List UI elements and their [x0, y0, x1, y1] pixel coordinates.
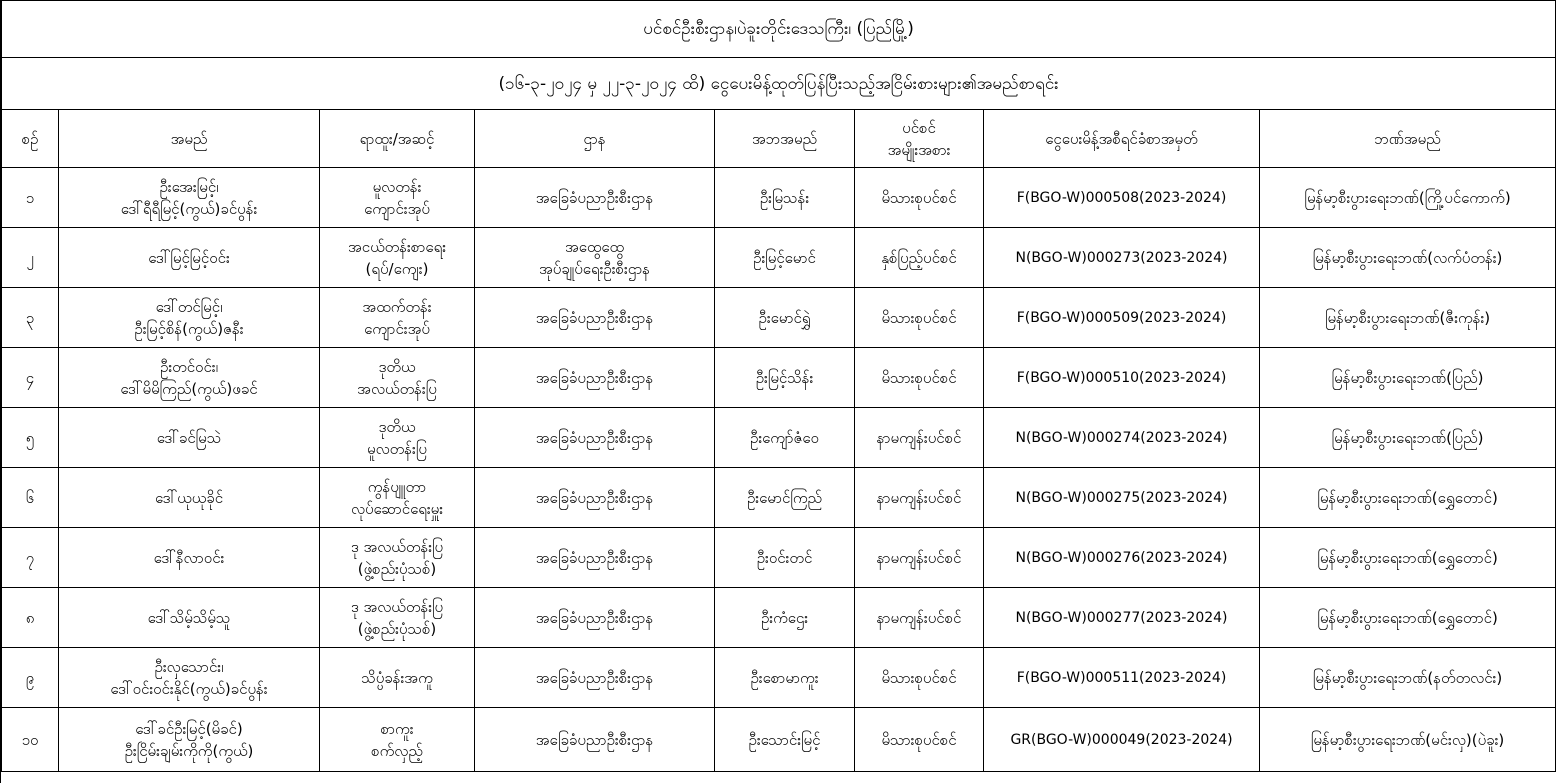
cell-bank-text: မြန်မာ့စီးပွားရေးဘဏ်(ရွှေတောင်): [1317, 608, 1498, 627]
cell-name-text: ဦးမြင့်စိန်(ကွယ်)ဇနီး: [134, 319, 244, 338]
cell-department-text: အခြေခံပညာဦးစီးဌာန: [535, 188, 654, 207]
cell-rank-text: အငယ်တန်းစာရေး: [348, 237, 446, 256]
cell-name-text: ဒေါ်ဝင်းဝင်းနိုင်(ကွယ်)ခင်ပွန်း: [110, 679, 268, 698]
cell-pension-type[interactable]: [855, 648, 984, 708]
cell-order-no[interactable]: [984, 228, 1260, 288]
cell-bank-text: မြန်မာ့စီးပွားရေးဘဏ်(နတ်တလင်း): [1312, 668, 1503, 687]
cell-rank-text: (ဖွဲ့စည်းပုံသစ်): [357, 559, 437, 578]
cell-department[interactable]: [475, 528, 715, 588]
cell-father-name-text: ဦးမောင်ရွှဲ: [758, 308, 811, 327]
cell-rank-text: (ဖွဲ့စည်းပုံသစ်): [357, 619, 437, 638]
header-pension-type-line2: အမျိုးအစား: [887, 140, 951, 159]
cell-rank-text: ကျောင်းအုပ်: [364, 319, 430, 338]
cell-father-name-text: ဦးဝင်းတင်: [756, 548, 813, 567]
table-row: [2, 288, 1556, 348]
cell-no[interactable]: [2, 648, 59, 708]
cell-rank[interactable]: [320, 528, 475, 588]
cell-pension-type[interactable]: [855, 468, 984, 528]
cell-pension-type-text: နာမကျန်းပင်စင်: [876, 488, 962, 507]
cell-department[interactable]: [475, 648, 715, 708]
cell-order-no-text: N(BGO-W)000276(2023-2024): [1015, 549, 1228, 566]
cell-name-text: ဦးငြိမ်းချမ်းကိုကို(ကွယ်): [124, 741, 254, 760]
table-row: [2, 588, 1556, 648]
cell-bank[interactable]: [1260, 648, 1556, 708]
cell-no-text: ၇: [25, 548, 35, 567]
cell-pension-type[interactable]: [855, 288, 984, 348]
cell-bank[interactable]: [1260, 228, 1556, 288]
cell-order-no[interactable]: [984, 648, 1260, 708]
header-order-no[interactable]: ငွေပေးမိန့်အစီရင်ခံစာအမှတ်: [984, 110, 1260, 168]
cell-pension-type-text: နာမကျန်းပင်စင်: [876, 548, 962, 567]
cell-department-text: အခြေခံပညာဦးစီးဌာန: [535, 368, 654, 387]
cell-name-text: ဒေါ်ယုယုခိုင်: [154, 488, 224, 507]
header-pension-type-line1: ပင်စင်: [902, 118, 936, 137]
cell-order-no[interactable]: [984, 288, 1260, 348]
cell-rank-text: ဒုတိယ: [378, 357, 416, 376]
cell-bank[interactable]: [1260, 468, 1556, 528]
cell-bank-text: မြန်မာ့စီးပွားရေးဘဏ်(ဇီးကုန်း): [1324, 308, 1491, 327]
header-row: [2, 110, 1556, 168]
cell-rank[interactable]: [320, 588, 475, 648]
cell-department[interactable]: [475, 168, 715, 228]
cell-name-text: ဒေါ်ခင်ဦးမြင့်(မိခင်): [135, 719, 243, 738]
cell-order-no-text: N(BGO-W)000277(2023-2024): [1015, 609, 1228, 626]
cell-department[interactable]: [475, 288, 715, 348]
cell-father-name[interactable]: [715, 348, 855, 408]
cell-name[interactable]: [59, 468, 320, 528]
cell-order-no[interactable]: [984, 408, 1260, 468]
cell-name-text: ဒေါ်နီလာဝင်း: [153, 548, 225, 567]
cell-name-text: ဒေါ်မိမိကြည်(ကွယ်)ဖခင်: [120, 379, 258, 398]
cell-father-name-text: ဦးသောင်းမြင့်: [748, 730, 821, 749]
cell-rank[interactable]: [320, 648, 475, 708]
cell-pension-type-text: မိသားစုပင်စင်: [881, 188, 957, 207]
cell-no-text: ၂: [26, 248, 34, 267]
cell-no-text: ၆: [25, 488, 35, 507]
cell-pension-type[interactable]: [855, 408, 984, 468]
cell-bank[interactable]: [1260, 528, 1556, 588]
cell-department[interactable]: [475, 588, 715, 648]
cell-name-text: ဦးလှသောင်း၊: [154, 657, 224, 676]
cell-name[interactable]: [59, 168, 320, 228]
cell-bank[interactable]: [1260, 168, 1556, 228]
cell-order-no[interactable]: [984, 348, 1260, 408]
header-no[interactable]: စဉ်: [2, 110, 59, 168]
cell-order-no[interactable]: [984, 588, 1260, 648]
cell-rank-text: ကွန်ပျူတာ: [367, 477, 427, 496]
cell-rank[interactable]: [320, 408, 475, 468]
cell-department-text: အခြေခံပညာဦးစီးဌာန: [535, 488, 654, 507]
cell-department-text: အခြေခံပညာဦးစီးဌာန: [535, 730, 654, 749]
cell-bank-text: မြန်မာ့စီးပွားရေးဘဏ်(ကြို့ပင်ကောက်): [1304, 188, 1511, 207]
cell-no[interactable]: [2, 588, 59, 648]
cell-rank-text: (ရပ်/ကျေး): [365, 259, 429, 278]
cell-name[interactable]: [59, 348, 320, 408]
cell-order-no-text: F(BGO-W)000511(2023-2024): [1016, 669, 1227, 686]
cell-name-text: ဒေါ်မြင့်မြင့်ဝင်း: [148, 248, 230, 267]
cell-department-text: အထွေထွေ: [564, 237, 625, 256]
cell-department-text: အခြေခံပညာဦးစီးဌာန: [535, 308, 654, 327]
table-row: [2, 528, 1556, 588]
cell-rank[interactable]: [320, 468, 475, 528]
cell-name-text: ဦးအေးမြင့်၊: [159, 177, 219, 196]
cell-order-no[interactable]: [984, 168, 1260, 228]
cell-department[interactable]: [475, 408, 715, 468]
cell-rank-text: ဒု အလယ်တန်းပြ: [350, 597, 444, 616]
cell-father-name[interactable]: [715, 468, 855, 528]
cell-no[interactable]: [2, 168, 59, 228]
cell-rank-text: အထက်တန်း: [362, 297, 432, 316]
header-pension-type[interactable]: [855, 110, 984, 168]
cell-order-no[interactable]: [984, 528, 1260, 588]
cell-order-no-text: GR(BGO-W)000049(2023-2024): [1010, 731, 1233, 748]
cell-no-text: ၁၀: [21, 730, 39, 749]
cell-name[interactable]: [59, 408, 320, 468]
cell-rank-text: မူလတန်း: [372, 177, 422, 196]
cell-bank-text: မြန်မာ့စီးပွားရေးဘဏ်(မင်းလှ)(ပဲခူး): [1310, 730, 1505, 749]
table-row: [2, 168, 1556, 228]
cell-no[interactable]: [2, 228, 59, 288]
cell-rank[interactable]: [320, 288, 475, 348]
cell-name-text: ဒေါ်ရီရီမြင့်(ကွယ်)ခင်ပွန်း: [120, 199, 258, 218]
cell-order-no-text: F(BGO-W)000509(2023-2024): [1016, 309, 1227, 326]
cell-father-name-text: ဦးကံဌေး: [760, 608, 809, 627]
cell-father-name-text: ဦးမြသန်း: [759, 188, 810, 207]
cell-department[interactable]: [475, 228, 715, 288]
cell-order-no-text: F(BGO-W)000508(2023-2024): [1016, 189, 1227, 206]
cell-pension-type-text: မိသားစုပင်စင်: [881, 368, 957, 387]
cell-rank-text: ဒုတိယ: [378, 417, 416, 436]
table-row: [2, 348, 1556, 408]
cell-bank-text: မြန်မာ့စီးပွားရေးဘဏ်(ရွှေတောင်): [1317, 488, 1498, 507]
cell-father-name[interactable]: [715, 408, 855, 468]
cell-father-name[interactable]: [715, 288, 855, 348]
cell-no[interactable]: [2, 708, 59, 772]
cell-name[interactable]: [59, 528, 320, 588]
cell-pension-type-text: မိသားစုပင်စင်: [881, 308, 957, 327]
cell-department-text: အခြေခံပညာဦးစီးဌာန: [535, 668, 654, 687]
cell-name[interactable]: [59, 708, 320, 772]
cell-no[interactable]: [2, 288, 59, 348]
cell-pension-type[interactable]: [855, 708, 984, 772]
cell-rank-text: စက်လှည့်: [371, 741, 423, 760]
table-row: [2, 228, 1556, 288]
cell-order-no-text: N(BGO-W)000273(2023-2024): [1015, 249, 1228, 266]
cell-rank-text: စာကူး: [380, 719, 414, 738]
cell-name-text: ဒေါ်ခင်မြသဲ: [156, 428, 222, 447]
cell-rank-text: အလယ်တန်းပြ: [357, 379, 437, 398]
cell-pension-type[interactable]: [855, 168, 984, 228]
cell-father-name-text: ဦးစောမာကူး: [750, 668, 819, 687]
cell-bank[interactable]: [1260, 708, 1556, 772]
header-department[interactable]: ဌာန: [475, 110, 715, 168]
cell-rank-text: မူလတန်းပြ: [367, 439, 427, 458]
cell-father-name-text: ဦးမြင့်သိန်း: [755, 368, 814, 387]
cell-pension-type[interactable]: [855, 228, 984, 288]
cell-name[interactable]: [59, 228, 320, 288]
cell-name[interactable]: [59, 648, 320, 708]
header-name[interactable]: အမည်: [59, 110, 320, 168]
cell-pension-type-text: မိသားစုပင်စင်: [881, 668, 957, 687]
cell-bank[interactable]: [1260, 288, 1556, 348]
cell-department-text: အုပ်ချုပ်ရေးဦးစီးဌာန: [538, 259, 651, 278]
cell-rank[interactable]: [320, 348, 475, 408]
cell-father-name-text: ဦးကျော်ဇံဝေ: [750, 428, 819, 447]
cell-order-no-text: F(BGO-W)000510(2023-2024): [1016, 369, 1227, 386]
cell-department[interactable]: [475, 708, 715, 772]
cell-bank[interactable]: [1260, 588, 1556, 648]
cell-bank-text: မြန်မာ့စီးပွားရေးဘဏ်(ပြည်): [1331, 368, 1484, 387]
cell-order-no[interactable]: [984, 708, 1260, 772]
cell-no[interactable]: [2, 528, 59, 588]
cell-department-text: အခြေခံပညာဦးစီးဌာန: [535, 428, 654, 447]
cell-father-name[interactable]: [715, 528, 855, 588]
cell-father-name[interactable]: [715, 708, 855, 772]
cell-bank[interactable]: [1260, 348, 1556, 408]
cell-department-text: အခြေခံပညာဦးစီးဌာန: [535, 548, 654, 567]
cell-no-text: ၅: [25, 428, 35, 447]
cell-no-text: ၃: [25, 308, 35, 327]
cell-no-text: ၁: [25, 188, 35, 207]
table-row: [2, 408, 1556, 468]
cell-no-text: ၉: [25, 668, 35, 687]
cell-no[interactable]: [2, 468, 59, 528]
cell-father-name[interactable]: [715, 168, 855, 228]
cell-name-text: ဦးတင်ဝင်း၊: [160, 357, 218, 376]
cell-rank-text: ဒု အလယ်တန်းပြ: [350, 537, 444, 556]
table-row: [2, 648, 1556, 708]
cell-name[interactable]: [59, 288, 320, 348]
page-subtitle[interactable]: (၁၆-၃-၂၀၂၄ မှ ၂၂-၃-၂၀၂၄ ထိ) ငွေပေးမိန့်ထုတ်ပြန်ပြီးသည့်အငြိမ်းစားများ၏အမည်စာရင်း: [2, 58, 1556, 110]
cell-bank-text: မြန်မာ့စီးပွားရေးဘဏ်(ရွှေတောင်): [1317, 548, 1498, 567]
cell-pension-type-text: နာမကျန်းပင်စင်: [876, 428, 962, 447]
cell-bank-text: မြန်မာ့စီးပွားရေးဘဏ်(လက်ပံတန်း): [1312, 248, 1503, 267]
table-row: [2, 708, 1556, 772]
cell-no[interactable]: [2, 348, 59, 408]
cell-no-text: ၄: [25, 368, 35, 387]
cell-pension-type[interactable]: [855, 348, 984, 408]
cell-name-text: ဒေါ်တင်မြင့်၊: [155, 297, 223, 316]
page-title[interactable]: ပင်စင်ဦးစီးဌာန၊ပဲခူးတိုင်းဒေသကြီး၊ (ပြည်မြို့): [2, 1, 1556, 58]
cell-father-name[interactable]: [715, 228, 855, 288]
cell-father-name-text: ဦးမြင့်မောင်: [753, 248, 816, 267]
cell-rank[interactable]: [320, 168, 475, 228]
cell-order-no-text: N(BGO-W)000274(2023-2024): [1015, 429, 1228, 446]
cell-pension-type-text: နာမကျန်းပင်စင်: [876, 608, 962, 627]
cell-pension-type[interactable]: [855, 588, 984, 648]
cell-no[interactable]: [2, 408, 59, 468]
cell-name-text: ဒေါ်သိမ့်သိမ့်သူ: [147, 608, 231, 627]
header-father-name[interactable]: အဘအမည်: [715, 110, 855, 168]
pension-table: [1, 0, 1556, 772]
cell-department[interactable]: [475, 348, 715, 408]
cell-department[interactable]: [475, 468, 715, 528]
cell-father-name[interactable]: [715, 648, 855, 708]
header-bank[interactable]: ဘဏ်အမည်: [1260, 110, 1556, 168]
cell-rank[interactable]: [320, 708, 475, 772]
header-rank[interactable]: ရာထူး/အဆင့်: [320, 110, 475, 168]
table-row: [2, 468, 1556, 528]
cell-rank-text: လုပ်ဆောင်ရေးမှူး: [350, 499, 444, 518]
cell-name[interactable]: [59, 588, 320, 648]
cell-pension-type-text: မိသားစုပင်စင်: [881, 730, 957, 749]
cell-bank[interactable]: [1260, 408, 1556, 468]
cell-order-no[interactable]: [984, 468, 1260, 528]
cell-order-no-text: N(BGO-W)000275(2023-2024): [1015, 489, 1228, 506]
cell-father-name[interactable]: [715, 588, 855, 648]
cell-father-name-text: ဦးမောင်ကြည်: [746, 488, 823, 507]
cell-department-text: အခြေခံပညာဦးစီးဌာန: [535, 608, 654, 627]
cell-rank[interactable]: [320, 228, 475, 288]
cell-rank-text: သိပ္ပံခန်းအကူ: [361, 668, 433, 687]
cell-pension-type-text: နှစ်ပြည့်ပင်စင်: [881, 248, 957, 267]
cell-pension-type[interactable]: [855, 528, 984, 588]
cell-bank-text: မြန်မာ့စီးပွားရေးဘဏ်(ပြည်): [1331, 428, 1484, 447]
cell-rank-text: ကျောင်းအုပ်: [364, 199, 430, 218]
cell-no-text: ၈: [25, 608, 35, 627]
